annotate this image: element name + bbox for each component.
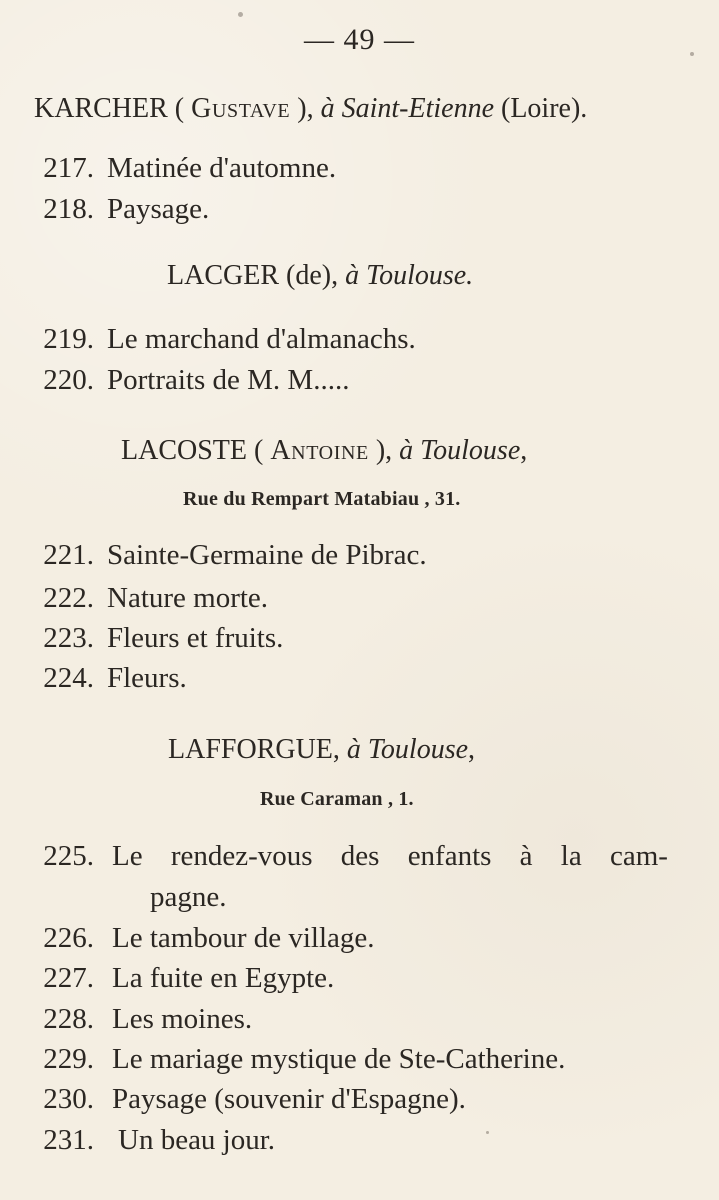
artist-heading-lacger: LACGER (de), à Toulouse. bbox=[167, 260, 474, 291]
entry-title-word: la bbox=[560, 840, 582, 872]
entry-title: Sainte-Germaine de Pibrac. bbox=[107, 539, 427, 571]
entry-number: 218. bbox=[43, 193, 94, 225]
entry-title: Fleurs. bbox=[107, 662, 187, 694]
entry-title: Paysage (souvenir d'Espagne). bbox=[112, 1083, 466, 1115]
entry-title: Les moines. bbox=[112, 1003, 253, 1035]
entry-title-word: Le bbox=[112, 840, 143, 872]
artist-location: à Toulouse. bbox=[345, 260, 474, 291]
artist-location: à Toulouse bbox=[399, 435, 521, 466]
artist-given-name: Gustave bbox=[191, 93, 291, 124]
artist-given-name: Antoine bbox=[270, 435, 369, 466]
artist-location: à Saint-Etienne bbox=[320, 93, 494, 124]
entry-title: Le tambour de village. bbox=[112, 922, 375, 954]
entry-title-continuation: pagne. bbox=[150, 881, 227, 913]
artist-region: (Loire). bbox=[501, 93, 588, 124]
entry-number: 217. bbox=[43, 152, 94, 184]
artist-name: LACOSTE bbox=[121, 435, 247, 466]
artist-heading-lacoste: LACOSTE ( Antoine ), à Toulouse, bbox=[121, 435, 528, 466]
entry-title-word: rendez-vous bbox=[170, 840, 313, 872]
entry-number: 228. bbox=[43, 1003, 94, 1035]
entry-title: Nature morte. bbox=[107, 582, 269, 614]
entry-title-word: des bbox=[340, 840, 380, 872]
entry-number: 230. bbox=[43, 1083, 94, 1115]
entry-title: Le marchand d'almanachs. bbox=[107, 323, 416, 355]
artist-heading-lafforgue: LAFFORGUE, à Toulouse, bbox=[168, 734, 476, 765]
ink-speck-mark bbox=[238, 12, 243, 17]
entry-number: 222. bbox=[43, 582, 94, 614]
entry-title-word: à bbox=[519, 840, 533, 872]
entry-number: 226. bbox=[43, 922, 94, 954]
artist-name: LACGER (de) bbox=[167, 260, 332, 291]
artist-name: KARCHER bbox=[34, 93, 168, 124]
entry-title-word: enfants bbox=[407, 840, 492, 872]
artist-address: Rue Caraman , 1. bbox=[260, 788, 414, 810]
artist-name: LAFFORGUE bbox=[168, 734, 333, 765]
entry-title: Paysage. bbox=[107, 193, 210, 225]
entry-title-word: cam- bbox=[609, 840, 668, 872]
artist-address: Rue du Rempart Matabiau , 31. bbox=[183, 488, 461, 510]
entry-title: Le mariage mystique de Ste-Catherine. bbox=[112, 1043, 566, 1075]
entry-title: Fleurs et fruits. bbox=[107, 622, 284, 654]
entry-number: 223. bbox=[43, 622, 94, 654]
entry-number: 227. bbox=[43, 962, 94, 994]
entry-title: Matinée d'automne. bbox=[107, 152, 337, 184]
artist-heading-karcher: KARCHER ( Gustave ), à Saint-Etienne (Loire). bbox=[34, 93, 588, 124]
entry-title: Un beau jour. bbox=[118, 1124, 276, 1156]
page-number: — 49 — bbox=[304, 23, 415, 56]
entry-number: 225. bbox=[43, 840, 94, 872]
ink-speck-mark bbox=[690, 52, 694, 56]
entry-title-justified bbox=[112, 842, 668, 871]
entry-number: 231. bbox=[43, 1124, 94, 1156]
entry-number: 224. bbox=[43, 662, 94, 694]
entry-title: La fuite en Egypte. bbox=[112, 962, 335, 994]
ink-speck-mark bbox=[486, 1131, 489, 1134]
artist-location: à Toulouse bbox=[346, 734, 469, 765]
entry-title: Portraits de M. M..... bbox=[107, 364, 350, 396]
entry-number: 220. bbox=[43, 364, 94, 396]
entry-number: 219. bbox=[43, 323, 94, 355]
entry-number: 221. bbox=[43, 539, 94, 571]
entry-number: 229. bbox=[43, 1043, 94, 1075]
